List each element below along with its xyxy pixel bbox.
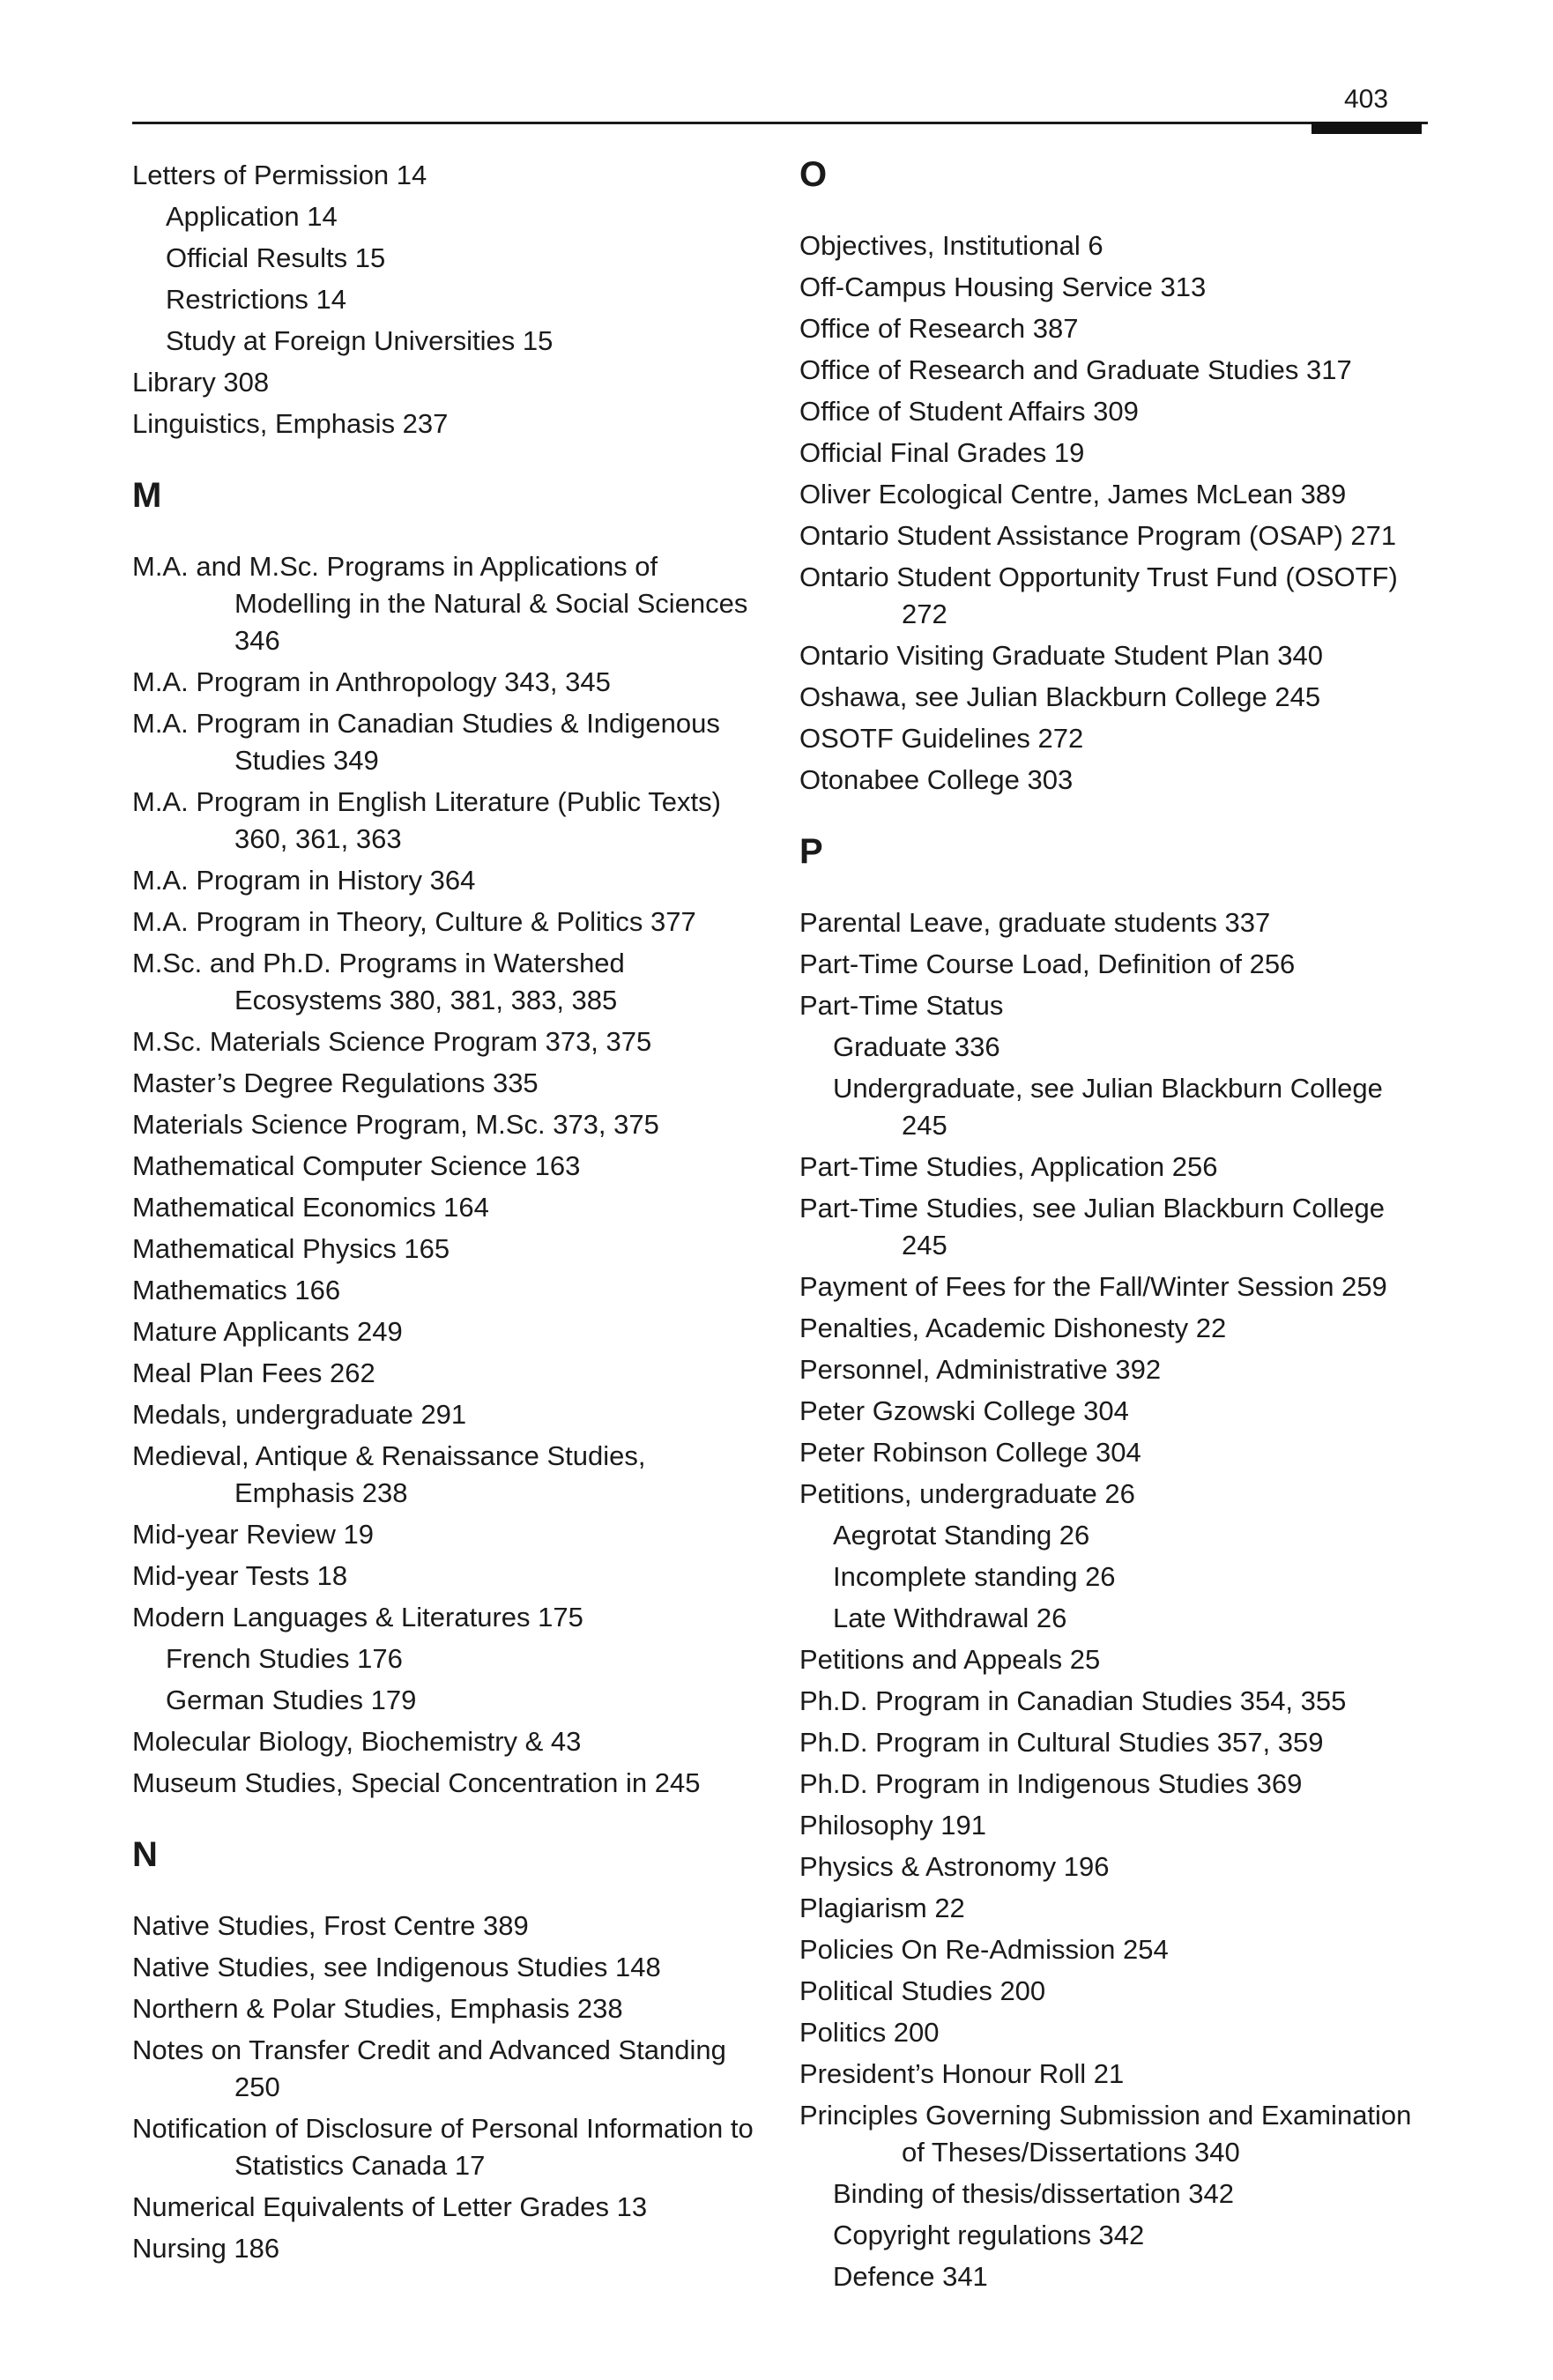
index-entry: Payment of Fees for the Fall/Winter Session 259 [799, 1271, 1387, 1302]
index-entry: Objectives, Institutional 6 [799, 230, 1103, 261]
index-letter-heading: P [799, 832, 823, 871]
index-entry: Oshawa, see Julian Blackburn College 245 [799, 681, 1321, 712]
header-rule-tab [1312, 122, 1422, 134]
index-entry: Library 308 [132, 367, 270, 398]
index-entry: Part-Time Status [799, 990, 1004, 1021]
index-entry: Oliver Ecological Centre, James McLean 389 [799, 479, 1347, 509]
index-entry: Ontario Student Assistance Program (OSAP) 271 [799, 520, 1397, 551]
index-entry: Policies On Re-Admission 254 [799, 1934, 1169, 1965]
index-subentry: French Studies 176 [166, 1643, 403, 1674]
index-entry: Mid-year Review 19 [132, 1519, 374, 1550]
index-entry: Peter Robinson College 304 [799, 1437, 1141, 1468]
index-entry: M.A. Program in English Literature (Public Texts) 360, 361, 363 [132, 786, 721, 854]
index-entry: Principles Governing Submission and Examination of Theses/Dissertations 340 [799, 2100, 1412, 2168]
index-entry: Notification of Disclosure of Personal Information to Statistics Canada 17 [132, 2113, 754, 2181]
index-entry: Mid-year Tests 18 [132, 1560, 348, 1591]
index-entry: Otonabee College 303 [799, 764, 1074, 795]
index-entry: Part-Time Studies, Application 256 [799, 1151, 1218, 1182]
index-entry: Office of Student Affairs 309 [799, 396, 1139, 427]
index-entry: M.A. and M.Sc. Programs in Applications of Modelling in the Natural & Social Sciences 346 [132, 551, 748, 656]
index-entry: Nursing 186 [132, 2233, 280, 2264]
index-entry: President’s Honour Roll 21 [799, 2058, 1125, 2089]
index-entry: Meal Plan Fees 262 [132, 1357, 375, 1388]
index-subentry: Aegrotat Standing 26 [833, 1520, 1090, 1551]
index-letter-heading: M [132, 476, 162, 515]
index-subentry: Graduate 336 [833, 1031, 1000, 1062]
index-entry: Native Studies, Frost Centre 389 [132, 1910, 529, 1941]
index-entry: Modern Languages & Literatures 175 [132, 1602, 583, 1633]
index-subentry: German Studies 179 [166, 1685, 417, 1715]
index-entry: Office of Research and Graduate Studies 317 [799, 354, 1352, 385]
index-entry: Linguistics, Emphasis 237 [132, 408, 449, 439]
index-subentry: Copyright regulations 342 [833, 2220, 1145, 2250]
index-entry: M.A. Program in Canadian Studies & Indigenous Studies 349 [132, 708, 720, 776]
index-entry: M.A. Program in History 364 [132, 865, 476, 896]
index-entry: Politics 200 [799, 2017, 940, 2048]
index-column-right [799, 153, 1430, 2300]
index-subentry: Incomplete standing 26 [833, 1561, 1116, 1592]
index-subentry: Study at Foreign Universities 15 [166, 325, 554, 356]
index-subentry: Undergraduate, see Julian Blackburn College 245 [833, 1073, 1383, 1141]
index-entry: Numerical Equivalents of Letter Grades 13 [132, 2191, 648, 2222]
index-entry: Philosophy 191 [799, 1810, 986, 1841]
index-subentry: Binding of thesis/dissertation 342 [833, 2178, 1234, 2209]
index-subentry: Defence 341 [833, 2261, 988, 2292]
index-entry: M.Sc. and Ph.D. Programs in Watershed Ecosystems 380, 381, 383, 385 [132, 948, 625, 1015]
index-entry: Peter Gzowski College 304 [799, 1395, 1129, 1426]
index-entry: Official Final Grades 19 [799, 437, 1085, 468]
index-entry: Plagiarism 22 [799, 1893, 965, 1923]
index-letter-heading: N [132, 1835, 158, 1874]
index-entry: Ph.D. Program in Indigenous Studies 369 [799, 1768, 1303, 1799]
index-entry: Petitions and Appeals 25 [799, 1644, 1101, 1675]
index-entry: Museum Studies, Special Concentration in 245 [132, 1767, 701, 1798]
index-entry: M.A. Program in Anthropology 343, 345 [132, 666, 611, 697]
index-entry: Ph.D. Program in Canadian Studies 354, 355 [799, 1685, 1347, 1716]
index-subentry: Restrictions 14 [166, 284, 347, 315]
index-entry: Off-Campus Housing Service 313 [799, 271, 1207, 302]
header-rule [132, 122, 1428, 124]
index-entry: Personnel, Administrative 392 [799, 1354, 1162, 1385]
index-entry: Northern & Polar Studies, Emphasis 238 [132, 1993, 623, 2024]
index-subentry: Official Results 15 [166, 242, 386, 273]
index-entry: Ontario Visiting Graduate Student Plan 340 [799, 640, 1323, 671]
index-entry: Part-Time Course Load, Definition of 256 [799, 948, 1296, 979]
index-entry: Mathematics 166 [132, 1275, 341, 1305]
index-entry: Petitions, undergraduate 26 [799, 1478, 1135, 1509]
index-subentry: Late Withdrawal 26 [833, 1603, 1067, 1633]
index-entry: Native Studies, see Indigenous Studies 148 [132, 1952, 661, 1982]
index-entry: Mathematical Computer Science 163 [132, 1150, 581, 1181]
index-entry: OSOTF Guidelines 272 [799, 723, 1084, 754]
index-letter-heading: O [799, 155, 828, 194]
index-entry: Molecular Biology, Biochemistry & 43 [132, 1726, 582, 1757]
index-entry: Medieval, Antique & Renaissance Studies, Emphasis 238 [132, 1440, 646, 1508]
index-entry: Ph.D. Program in Cultural Studies 357, 359 [799, 1727, 1324, 1758]
index-entry: Mathematical Economics 164 [132, 1192, 489, 1223]
index-entry: Parental Leave, graduate students 337 [799, 907, 1271, 938]
index-entry: Letters of Permission 14 [132, 160, 427, 190]
index-column-left [132, 157, 762, 2272]
index-entry: M.A. Program in Theory, Culture & Politics 377 [132, 906, 696, 937]
index-entry: Ontario Student Opportunity Trust Fund (OSOTF) 272 [799, 562, 1398, 629]
index-entry: Office of Research 387 [799, 313, 1079, 344]
index-entry: M.Sc. Materials Science Program 373, 375 [132, 1026, 652, 1057]
index-entry: Penalties, Academic Dishonesty 22 [799, 1313, 1227, 1343]
index-entry: Mature Applicants 249 [132, 1316, 403, 1347]
index-entry: Mathematical Physics 165 [132, 1233, 450, 1264]
index-entry: Notes on Transfer Credit and Advanced Standing 250 [132, 2034, 726, 2102]
index-entry: Materials Science Program, M.Sc. 373, 375 [132, 1109, 659, 1140]
index-entry: Political Studies 200 [799, 1975, 1046, 2006]
index-entry: Master’s Degree Regulations 335 [132, 1067, 539, 1098]
index-entry: Physics & Astronomy 196 [799, 1851, 1110, 1882]
index-entry: Medals, undergraduate 291 [132, 1399, 467, 1430]
page-number: 403 [1344, 85, 1389, 114]
index-entry: Part-Time Studies, see Julian Blackburn College 245 [799, 1193, 1385, 1261]
index-subentry: Application 14 [166, 201, 338, 232]
